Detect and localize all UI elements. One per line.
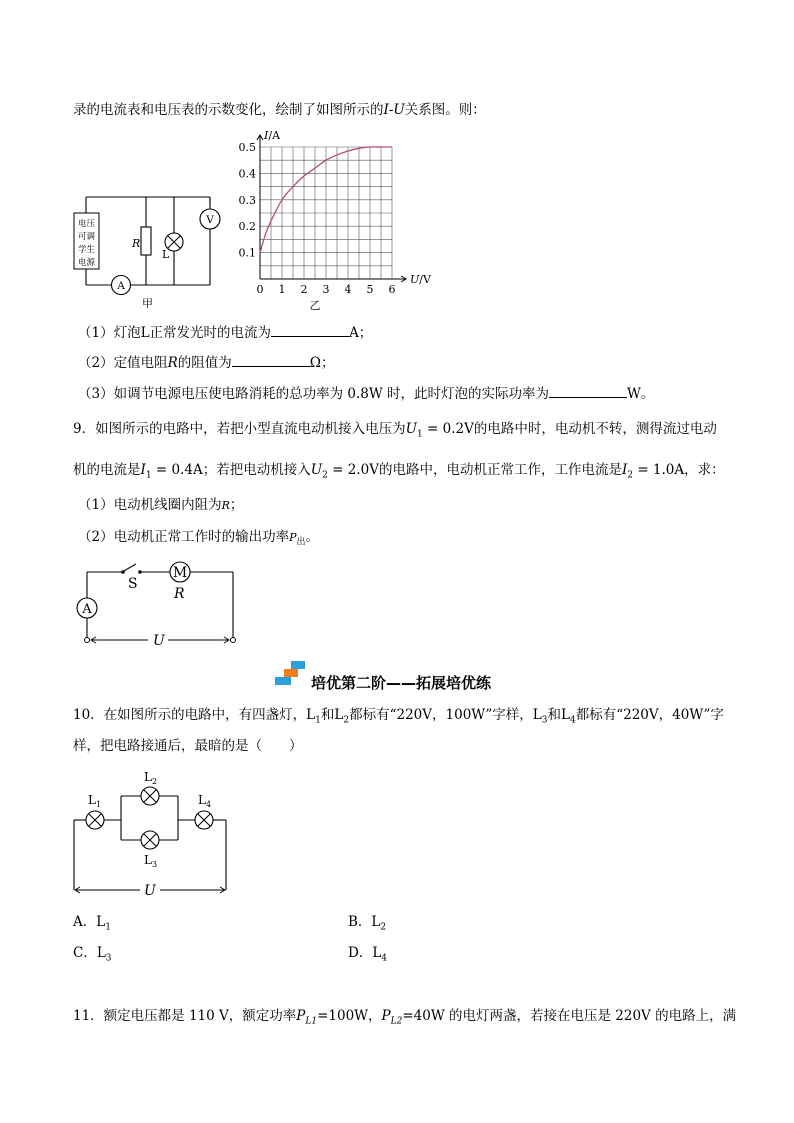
voltmeter-icon — [200, 209, 220, 229]
answer-blank[interactable] — [271, 322, 349, 337]
intro-text-end: 关系图。则： — [404, 102, 486, 118]
lamp-L3-label: $L_3$ — [144, 853, 158, 869]
q9-line1 — [73, 420, 717, 444]
q10-text-d: 和L — [547, 707, 570, 723]
x-tick-label: 2 — [300, 283, 308, 296]
option-d-sub: 4 — [381, 953, 388, 964]
q11-line1 — [73, 1007, 736, 1031]
option-a-sub: 1 — [105, 922, 111, 933]
q10-sub1: 1 — [315, 715, 321, 726]
q9-sub1 — [78, 496, 243, 515]
resistor-label: R — [132, 237, 141, 250]
q8-sub2-text-mid: 的阻值为 — [177, 355, 232, 371]
source-label-3: 电源 — [77, 258, 96, 268]
q9-u2: U — [310, 462, 323, 478]
lamp-L4-icon — [195, 811, 213, 829]
q9-text-b: ；若把电动机接入 — [202, 462, 311, 478]
q8-sub1 — [78, 322, 372, 342]
q9-sub2-end: 。 — [305, 529, 320, 545]
x-tick-label: 5 — [366, 283, 374, 296]
q9-sub2-var: P — [289, 531, 297, 544]
q8-sub2 — [78, 352, 334, 372]
q11-text-a: 11．额定电压都是 110 V，额定功率 — [73, 1008, 297, 1024]
q9-text-d: ，求： — [684, 462, 725, 478]
motor-resistance-label: R — [174, 586, 185, 602]
voltage-label: U — [144, 883, 156, 899]
q8-sub3 — [78, 383, 654, 403]
q9-i1-sub: 1 — [145, 470, 152, 481]
q10-sub3: 3 — [541, 715, 548, 726]
q9-line2 — [73, 461, 725, 485]
q8-sub2-text: （2）定值电阻 — [78, 355, 168, 371]
option-a-text: A．L — [73, 914, 106, 930]
ammeter-icon — [77, 598, 97, 618]
q11-p1-sub: L1 — [305, 1016, 318, 1027]
intro-text: 录的电流表和电压表的示数变化，绘制了如图所示的 — [73, 102, 384, 118]
q9-i2-sub: 2 — [627, 470, 634, 481]
q9-sub1-text: （1）电动机线圈内阻为 — [78, 497, 222, 513]
q9-u1-sub: 1 — [416, 429, 423, 440]
q9-sub2 — [78, 528, 319, 552]
option-c[interactable] — [73, 944, 112, 968]
q9-text: 9．如图所示的电路中，若把小型直流电动机接入电压为 — [73, 421, 406, 437]
q8-sub3-unit: W。 — [627, 386, 655, 402]
q10-text-a: 10．在如图所示的电路中，有四盏灯，L — [73, 707, 316, 723]
q9-i1-val: = 0.4A — [151, 462, 203, 478]
iu-label: I-U — [383, 102, 405, 118]
source-label-2: 学生 — [77, 245, 96, 255]
switch-label: S — [128, 576, 138, 592]
x-axis-label: U/V — [410, 273, 431, 286]
q11-p1: P — [296, 1008, 306, 1024]
q9-i2: I — [621, 462, 628, 478]
q11-text-b: =100W， — [317, 1008, 382, 1024]
q8-sub1-text: （1）灯泡L正常发光时的电流为 — [78, 325, 272, 341]
resistor-R — [141, 227, 151, 255]
motor-circuit-figure — [70, 558, 250, 650]
q10-sub2: 2 — [343, 715, 350, 726]
x-tick-label: 3 — [322, 283, 330, 296]
voltmeter-label: V — [206, 214, 214, 226]
q9-u2-val: = 2.0V — [327, 462, 379, 478]
iu-chart — [234, 125, 444, 315]
source-label-1: 可调 — [77, 232, 96, 242]
answer-blank[interactable] — [549, 383, 627, 398]
q9-sub1-end: ； — [229, 497, 244, 513]
figure-caption-jia: 甲 — [142, 297, 153, 310]
q9-sub2-text: （2）电动机正常工作时的输出功率 — [78, 529, 290, 545]
lamp-L1-label: $L_1$ — [88, 793, 102, 809]
q11-p2: P — [381, 1008, 391, 1024]
source-label-0: 电压 — [77, 219, 96, 229]
q9-u2-sub: 2 — [322, 470, 328, 481]
y-tick-label: 0.5 — [238, 141, 256, 154]
x-tick-label: 1 — [278, 283, 286, 296]
section-title: 培优第二阶——拓展培优练 — [311, 674, 492, 692]
q9-sub1-var: R — [221, 499, 230, 512]
q9-sub2-sub: 出 — [296, 537, 306, 548]
q10-text-e: 都标有“220V，40W”字 — [575, 707, 724, 723]
q9-text-a: 机的电流是 — [73, 462, 141, 478]
q8-sub2-var: R — [167, 355, 178, 371]
voltage-label: U — [153, 633, 165, 649]
lamp-L4-label: $L_4$ — [198, 793, 212, 809]
lamp-label: L — [162, 248, 170, 261]
motor-label: M — [172, 565, 188, 581]
q10-text-b: 和L — [320, 707, 344, 723]
q10-line2: 样，把电路接通后，最暗的是（ ） — [73, 738, 303, 754]
motor-icon — [170, 562, 190, 582]
x-tick-label: 4 — [344, 283, 352, 296]
option-b[interactable] — [348, 913, 386, 937]
option-c-sub: 3 — [105, 953, 112, 964]
q10-line1 — [73, 706, 724, 730]
option-d-text: D．L — [348, 945, 382, 961]
q10-text-c: 都标有“220V，100W”字样，L — [349, 707, 542, 723]
ammeter-icon — [112, 276, 131, 295]
option-c-text: C．L — [73, 945, 106, 961]
q9-text-after: 的电路中时，电动机不转，测得流过电动 — [473, 421, 717, 437]
y-axis-label: I/A — [264, 129, 281, 142]
q10-sub4: 4 — [569, 715, 576, 726]
option-b-text: B．L — [348, 914, 381, 930]
x-tick-label: 6 — [388, 283, 396, 296]
q8-sub2-unit: Ω； — [309, 355, 335, 371]
circuit-figure-jia — [68, 185, 228, 310]
lamp-L3-icon — [141, 831, 159, 849]
figure-caption-yi: 乙 — [309, 299, 321, 312]
ammeter-label: A — [82, 602, 92, 617]
q9-u1: U — [405, 421, 417, 437]
y-tick-label: 0.3 — [238, 193, 256, 207]
y-tick-label: 0.2 — [238, 220, 256, 234]
q9-i1: I — [140, 462, 146, 478]
q9-i2-val: = 1.0A — [633, 462, 685, 478]
q11-text-c: =40W 的电灯两盏，若接在电压是 220V 的电路上，满 — [402, 1008, 737, 1024]
lamp-L2-icon — [141, 787, 159, 805]
y-tick-label: 0.1 — [238, 246, 256, 260]
x-tick-label: 0 — [256, 283, 264, 296]
q8-sub1-unit: A； — [349, 325, 373, 341]
intro-line — [73, 101, 486, 119]
lamp-L1-icon — [86, 811, 104, 829]
option-b-sub: 2 — [380, 922, 387, 933]
y-tick-label: 0.4 — [238, 167, 256, 181]
ammeter-label: A — [117, 280, 125, 292]
section-logo-icon — [273, 659, 309, 689]
lamps-circuit-figure — [66, 764, 236, 902]
q8-sub3-text: （3）如调节电源电压使电路消耗的总功率为 0.8W 时，此时灯泡的实际功率为 — [78, 386, 550, 402]
option-a[interactable] — [73, 913, 111, 937]
lamp-L2-label: $L_2$ — [144, 770, 158, 786]
q11-p2-sub: L2 — [390, 1016, 403, 1027]
option-d[interactable] — [348, 944, 387, 968]
q9-u1-val: = 0.2V — [422, 421, 474, 437]
q9-text-c: 的电路中，电动机正常工作，工作电流是 — [378, 462, 622, 478]
answer-blank[interactable] — [232, 352, 310, 367]
